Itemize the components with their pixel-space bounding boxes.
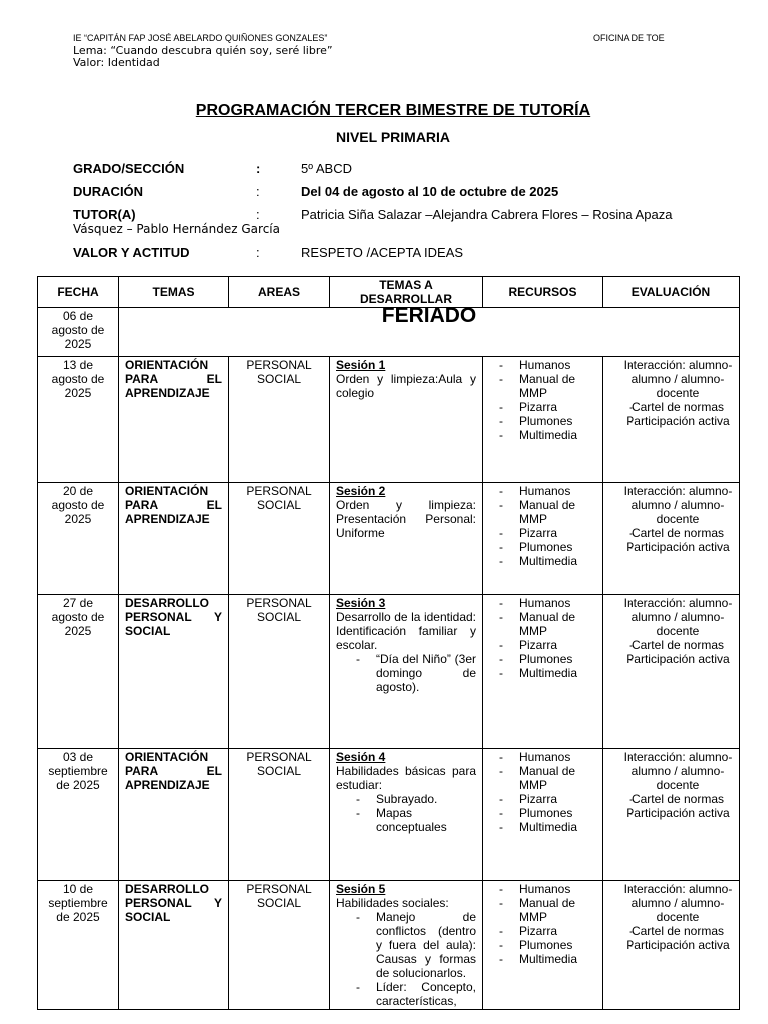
value-line: Valor: Identidad xyxy=(73,56,160,69)
resource-item: - Manual de MMP xyxy=(489,610,596,638)
tema-cell: ORIENTACIÓN PARA EL APRENDIZAJE xyxy=(119,483,229,595)
fecha-cell: 27 de agosto de 2025 xyxy=(38,595,119,749)
evaluation-item xyxy=(609,400,733,414)
subtopic-list xyxy=(336,792,476,834)
resource-list xyxy=(489,882,596,966)
evaluation-item-text: Participación activa xyxy=(626,806,730,820)
evaluation-item xyxy=(609,358,733,400)
session-cell xyxy=(330,749,483,881)
evaluation-item-text: Interacción: alumno-alumno / alumno-docente xyxy=(623,882,733,924)
fecha-cell: 06 de agosto de 2025 xyxy=(38,308,119,357)
resource-item: - Plumones xyxy=(489,414,596,428)
subtopic-item: - Manejo de conflictos (dentro y fuera del aula): Causas y formas de solucionarlos. xyxy=(376,910,476,980)
evaluation-item xyxy=(609,938,733,952)
session-title: Sesión 4 xyxy=(336,750,386,764)
resource-item: - Humanos xyxy=(489,750,596,764)
feriado-cell: FERIADO xyxy=(119,308,740,357)
area-cell: PERSONAL SOCIAL xyxy=(229,881,330,1010)
resource-list xyxy=(489,750,596,834)
evaluation-item-text: Interacción: alumno-alumno / alumno-docente xyxy=(623,358,733,400)
area-cell: PERSONAL SOCIAL xyxy=(229,749,330,881)
session-description: Habilidades básicas para estudiar: xyxy=(336,764,476,792)
evaluation-item xyxy=(609,414,733,428)
fecha-cell: 13 de agosto de 2025 xyxy=(38,357,119,483)
session-title: Sesión 3 xyxy=(336,596,386,610)
evaluation-item-text: Cartel de normas xyxy=(631,792,725,806)
resource-item: - Manual de MMP xyxy=(489,896,596,924)
session-cell xyxy=(330,595,483,749)
tema-cell: ORIENTACIÓN PARA EL APRENDIZAJE xyxy=(119,749,229,881)
resources-cell xyxy=(483,357,603,483)
resource-item: - Pizarra xyxy=(489,924,596,938)
duracion-label: DURACIÓN xyxy=(73,184,144,199)
subtopic-item: - Líder: Concepto, características, xyxy=(376,980,476,1008)
area-cell: PERSONAL SOCIAL xyxy=(229,595,330,749)
evaluation-cell xyxy=(603,357,740,483)
fecha-cell: 10 de septiembre de 2025 xyxy=(38,881,119,1010)
grado-label: GRADO/SECCIÓN xyxy=(73,161,185,176)
resource-item: - Manual de MMP xyxy=(489,764,596,792)
session-cell xyxy=(330,881,483,1010)
evaluation-item-text: Interacción: alumno-alumno / alumno-docente xyxy=(623,484,733,526)
valor-label: VALOR Y ACTITUD xyxy=(73,245,190,260)
tutor-value: Patricia Siña Salazar –Alejandra Cabrera Flores – Rosina Apaza xyxy=(301,207,673,222)
resource-item: - Multimedia xyxy=(489,428,596,442)
evaluation-item-text: Interacción: alumno-alumno / alumno-docente xyxy=(623,750,733,792)
resource-item: - Humanos xyxy=(489,484,596,498)
evaluation-item-text: Cartel de normas xyxy=(631,400,725,414)
session-description: Orden y limpieza: Presentación Personal: Uniforme xyxy=(336,498,476,540)
grado-sep: : xyxy=(256,161,261,176)
resource-item: - Multimedia xyxy=(489,666,596,680)
resource-item: - Humanos xyxy=(489,882,596,896)
resource-item: - Plumones xyxy=(489,540,596,554)
resources-cell xyxy=(483,595,603,749)
subtopic-item: - Mapas conceptuales xyxy=(376,806,476,834)
table-row xyxy=(38,483,740,595)
resources-cell xyxy=(483,749,603,881)
resource-item: - Manual de MMP xyxy=(489,372,596,400)
evaluation-cell xyxy=(603,483,740,595)
resource-list xyxy=(489,484,596,568)
evaluation-item-text: Interacción: alumno-alumno / alumno-docente xyxy=(623,596,733,638)
session-cell xyxy=(330,357,483,483)
area-cell: PERSONAL SOCIAL xyxy=(229,357,330,483)
col-header-fecha: FECHA xyxy=(38,277,119,308)
session-title: Sesión 2 xyxy=(336,484,386,498)
evaluation-item xyxy=(609,596,733,638)
resource-item: - Pizarra xyxy=(489,526,596,540)
col-header-recursos: RECURSOS xyxy=(483,277,603,308)
evaluation-item-text: Participación activa xyxy=(626,540,730,554)
resource-item: - Plumones xyxy=(489,938,596,952)
subtopic-item: - “Día del Niño” (3er domingo de agosto). xyxy=(376,652,476,694)
evaluation-item-text: Participación activa xyxy=(626,652,730,666)
resource-item: - Pizarra xyxy=(489,400,596,414)
resource-item: - Plumones xyxy=(489,806,596,820)
evaluation-item xyxy=(609,638,733,652)
session-description: Desarrollo de la identidad: Identificación familiar y escolar. xyxy=(336,610,476,652)
col-header-evaluacion: EVALUACIÓN xyxy=(603,277,740,308)
evaluation-item-text: Cartel de normas xyxy=(631,638,725,652)
grado-value: 5º ABCD xyxy=(301,161,352,176)
evaluation-item-text: Cartel de normas xyxy=(631,924,725,938)
valor-sep: : xyxy=(256,245,260,260)
document-title: PROGRAMACIÓN TERCER BIMESTRE DE TUTORÍA xyxy=(195,102,591,119)
resource-item: - Pizarra xyxy=(489,638,596,652)
resource-item: - Multimedia xyxy=(489,820,596,834)
resources-cell xyxy=(483,881,603,1010)
tutor-label: TUTOR(A) xyxy=(73,207,136,222)
school-name: IE “CAPITÁN FAP JOSÉ ABELARDO QUIÑONES GONZALES” xyxy=(73,33,328,43)
evaluation-item xyxy=(609,750,733,792)
document-subtitle: NIVEL PRIMARIA xyxy=(335,129,451,145)
tema-cell: DESARROLLO PERSONAL Y SOCIAL xyxy=(119,595,229,749)
session-title: Sesión 5 xyxy=(336,882,386,896)
table-header-row xyxy=(38,277,740,308)
col-header-temas: TEMAS xyxy=(119,277,229,308)
fecha-cell: 03 de septiembre de 2025 xyxy=(38,749,119,881)
valor-value: RESPETO /ACEPTA IDEAS xyxy=(301,245,464,260)
evaluation-cell xyxy=(603,749,740,881)
session-description: Habilidades sociales: xyxy=(336,896,449,910)
motto: Lema: “Cuando descubra quién soy, seré libre” xyxy=(73,44,333,57)
evaluation-item xyxy=(609,882,733,924)
evaluation-item xyxy=(609,526,733,540)
duracion-value: Del 04 de agosto al 10 de octubre de 2025 xyxy=(301,184,559,199)
evaluation-cell xyxy=(603,595,740,749)
resource-item: - Multimedia xyxy=(489,952,596,966)
schedule-table xyxy=(37,276,740,1010)
col-header-temas-desarrollar: TEMAS A DESARROLLAR xyxy=(330,277,483,308)
table-row xyxy=(38,881,740,1010)
evaluation-item xyxy=(609,792,733,806)
area-cell: PERSONAL SOCIAL xyxy=(229,483,330,595)
resource-item: - Plumones xyxy=(489,652,596,666)
resource-item: - Manual de MMP xyxy=(489,498,596,526)
evaluation-item xyxy=(609,924,733,938)
col-header-areas: AREAS xyxy=(229,277,330,308)
tema-cell: ORIENTACIÓN PARA EL APRENDIZAJE xyxy=(119,357,229,483)
resource-item: - Humanos xyxy=(489,358,596,372)
session-title: Sesión 1 xyxy=(336,358,386,372)
subtopic-item: - Subrayado. xyxy=(376,792,476,806)
resource-item: - Pizarra xyxy=(489,792,596,806)
table-row-feriado xyxy=(38,308,740,357)
evaluation-item xyxy=(609,806,733,820)
resource-list xyxy=(489,596,596,680)
evaluation-item xyxy=(609,540,733,554)
subtopic-list xyxy=(336,652,476,694)
table-row xyxy=(38,595,740,749)
fecha-cell: 20 de agosto de 2025 xyxy=(38,483,119,595)
office-name: OFICINA DE TOE xyxy=(593,33,665,43)
evaluation-cell xyxy=(603,881,740,1010)
evaluation-item xyxy=(609,484,733,526)
resource-list xyxy=(489,358,596,442)
table-row xyxy=(38,749,740,881)
tutor-value-continued: Vásquez – Pablo Hernández García xyxy=(73,222,280,236)
evaluation-item xyxy=(609,652,733,666)
evaluation-item-text: Participación activa xyxy=(626,414,730,428)
tutor-sep: : xyxy=(256,207,260,222)
table-row xyxy=(38,357,740,483)
tema-cell: DESARROLLO PERSONAL Y SOCIAL xyxy=(119,881,229,1010)
subtopic-list xyxy=(336,910,476,1008)
resource-item: - Multimedia xyxy=(489,554,596,568)
session-cell xyxy=(330,483,483,595)
resource-item: - Humanos xyxy=(489,596,596,610)
session-description: Orden y limpieza:Aula y colegio xyxy=(336,372,476,400)
evaluation-item-text: Cartel de normas xyxy=(631,526,725,540)
evaluation-item-text: Participación activa xyxy=(626,938,730,952)
resources-cell xyxy=(483,483,603,595)
duracion-sep: : xyxy=(256,184,260,199)
